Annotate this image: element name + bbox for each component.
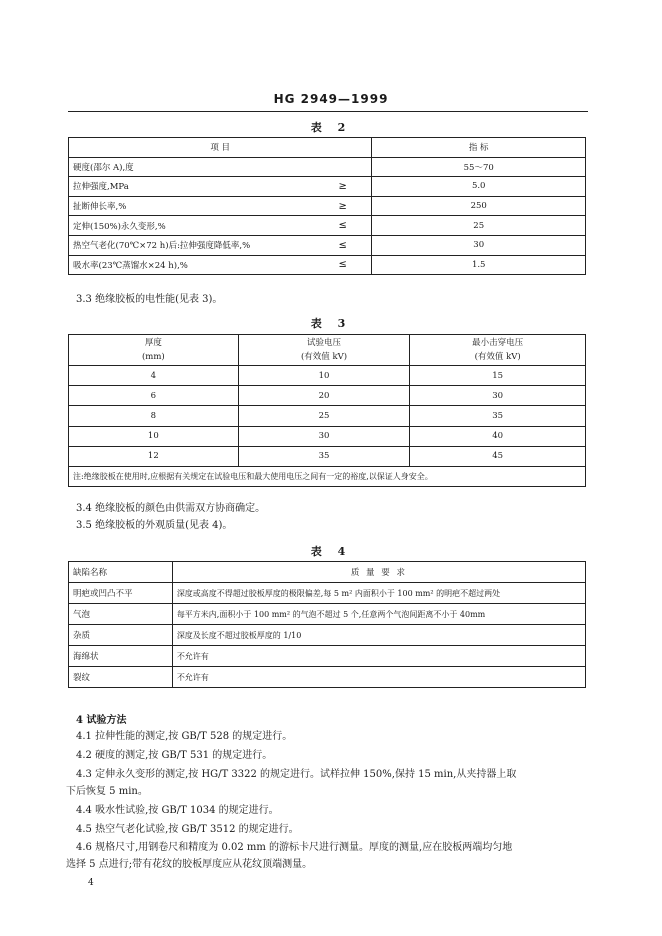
table3-head-breakdown-voltage bbox=[410, 335, 586, 366]
value-cell: 1.5 bbox=[372, 255, 586, 275]
table3-head-thickness bbox=[69, 335, 239, 366]
section-4-heading: 4 试验方法 bbox=[76, 715, 127, 726]
symbol-cell: ≥ bbox=[314, 177, 372, 197]
item-cell: 热空气老化(70℃×72 h)后:拉伸强度降低率,% bbox=[69, 235, 315, 255]
thickness-cell: 10 bbox=[69, 426, 239, 446]
table-row bbox=[69, 667, 586, 688]
defect-name-cell: 海绵状 bbox=[69, 646, 173, 667]
defect-name-cell: 气泡 bbox=[69, 604, 173, 625]
symbol-cell: ≤ bbox=[314, 255, 372, 275]
defect-name-cell: 杂质 bbox=[69, 625, 173, 646]
table-row bbox=[69, 625, 586, 646]
section-4-3-line1: 4.3 定伸永久变形的测定,按 HG/T 3322 的规定进行。试样拉伸 150%,保持 15 min,从夹持器上取 bbox=[76, 769, 517, 780]
thickness-cell: 6 bbox=[69, 386, 239, 406]
table-row bbox=[69, 157, 586, 177]
defect-name-cell: 明疤或凹凸不平 bbox=[69, 583, 173, 604]
head-unit: (mm) bbox=[141, 352, 165, 362]
defect-name-cell: 裂纹 bbox=[69, 667, 173, 688]
section-4-5: 4.5 热空气老化试验,按 GB/T 3512 的规定进行。 bbox=[76, 824, 299, 835]
table3-note: 注:绝缘胶板在使用时,应根据有关规定在试验电压和最大使用电压之间有一定的裕度,以保证人身安全。 bbox=[69, 466, 586, 486]
requirement-cell: 每平方米内,面积小于 100 mm² 的气泡不超过 5 个,任意两个气泡间距离不小于 40mm bbox=[172, 604, 585, 625]
table3-head-test-voltage bbox=[238, 335, 410, 366]
requirement-cell: 深度及长度不超过胶板厚度的 1/10 bbox=[172, 625, 585, 646]
value-cell: 55～70 bbox=[372, 157, 586, 177]
item-cell: 定伸(150%)永久变形,% bbox=[69, 216, 315, 236]
section-3-4: 3.4 绝缘胶板的颜色由供需双方协商确定。 bbox=[76, 503, 266, 514]
table4-head-name: 缺陷名称 bbox=[69, 562, 173, 583]
table-row bbox=[69, 406, 586, 426]
section-4-4: 4.4 吸水性试验,按 GB/T 1034 的规定进行。 bbox=[76, 805, 279, 816]
table3-caption: 表 3 bbox=[310, 317, 352, 330]
section-4-6-line2: 选择 5 点进行;带有花纹的胶板厚度应从花纹顶端测量。 bbox=[66, 859, 313, 870]
table2-head-value: 指 标 bbox=[372, 138, 586, 158]
table-row bbox=[69, 255, 586, 275]
table-row bbox=[69, 366, 586, 386]
thickness-cell: 8 bbox=[69, 406, 239, 426]
breakdown-voltage-cell: 30 bbox=[410, 386, 586, 406]
breakdown-voltage-cell: 35 bbox=[410, 406, 586, 426]
table2-header-row bbox=[69, 138, 586, 158]
test-voltage-cell: 25 bbox=[238, 406, 410, 426]
test-voltage-cell: 10 bbox=[238, 366, 410, 386]
value-cell: 25 bbox=[372, 216, 586, 236]
table3-header-row bbox=[69, 335, 586, 366]
table2 bbox=[68, 137, 586, 275]
symbol-cell: ≥ bbox=[314, 196, 372, 216]
item-cell: 拉伸强度,MPa bbox=[69, 177, 315, 197]
section-4-6-line1: 4.6 规格尺寸,用钢卷尺和精度为 0.02 mm 的游标卡尺进行测量。厚度的测量,应在胶板两端均匀地 bbox=[76, 842, 513, 853]
table3 bbox=[68, 334, 586, 487]
table-row bbox=[69, 216, 586, 236]
table4-caption: 表 4 bbox=[310, 545, 352, 558]
test-voltage-cell: 35 bbox=[238, 446, 410, 466]
section-3-5: 3.5 绝缘胶板的外观质量(见表 4)。 bbox=[76, 520, 233, 531]
document-header: HG 2949—1999 bbox=[273, 92, 389, 106]
section-4-2: 4.2 硬度的测定,按 GB/T 531 的规定进行。 bbox=[76, 750, 273, 761]
table-row bbox=[69, 583, 586, 604]
symbol-cell: ≤ bbox=[314, 216, 372, 236]
value-cell: 250 bbox=[372, 196, 586, 216]
head-label: 最小击穿电压 bbox=[472, 338, 524, 348]
thickness-cell: 12 bbox=[69, 446, 239, 466]
breakdown-voltage-cell: 45 bbox=[410, 446, 586, 466]
head-unit: (有效值 kV) bbox=[300, 352, 348, 362]
test-voltage-cell: 20 bbox=[238, 386, 410, 406]
item-cell: 扯断伸长率,% bbox=[69, 196, 315, 216]
section-4-3-line2: 下后恢复 5 min。 bbox=[66, 786, 148, 797]
table4-header-row bbox=[69, 562, 586, 583]
table3-note-row bbox=[69, 466, 586, 486]
table-row bbox=[69, 426, 586, 446]
table-row bbox=[69, 604, 586, 625]
table-row bbox=[69, 177, 586, 197]
table-row bbox=[69, 446, 586, 466]
requirement-cell: 不允许有 bbox=[172, 646, 585, 667]
header-rule bbox=[68, 111, 588, 112]
thickness-cell: 4 bbox=[69, 366, 239, 386]
requirement-cell: 深度或高度不得超过胶板厚度的极限偏差,每 5 m² 内面积小于 100 mm² 的明疤不超过两处 bbox=[172, 583, 585, 604]
table2-caption: 表 2 bbox=[310, 121, 352, 134]
item-cell: 吸水率(23℃蒸馏水×24 h),% bbox=[69, 255, 315, 275]
table-row bbox=[69, 235, 586, 255]
value-cell: 5.0 bbox=[372, 177, 586, 197]
head-label: 厚度 bbox=[144, 338, 162, 348]
symbol-cell bbox=[314, 157, 372, 177]
breakdown-voltage-cell: 15 bbox=[410, 366, 586, 386]
table2-head-item: 项 目 bbox=[69, 138, 372, 158]
test-voltage-cell: 30 bbox=[238, 426, 410, 446]
table-row bbox=[69, 386, 586, 406]
section-3-3: 3.3 绝缘胶板的电性能(见表 3)。 bbox=[76, 294, 223, 305]
breakdown-voltage-cell: 40 bbox=[410, 426, 586, 446]
value-cell: 30 bbox=[372, 235, 586, 255]
table-row bbox=[69, 646, 586, 667]
table-row bbox=[69, 196, 586, 216]
head-label: 试验电压 bbox=[306, 338, 341, 348]
page-number: 4 bbox=[88, 878, 94, 888]
table4 bbox=[68, 561, 586, 688]
section-4-1: 4.1 拉伸性能的测定,按 GB/T 528 的规定进行。 bbox=[76, 731, 293, 742]
table4-head-requirement: 质 量 要 求 bbox=[172, 562, 585, 583]
requirement-cell: 不允许有 bbox=[172, 667, 585, 688]
symbol-cell: ≤ bbox=[314, 235, 372, 255]
head-unit: (有效值 kV) bbox=[474, 352, 521, 362]
item-cell: 硬度(邵尔 A),度 bbox=[69, 157, 315, 177]
